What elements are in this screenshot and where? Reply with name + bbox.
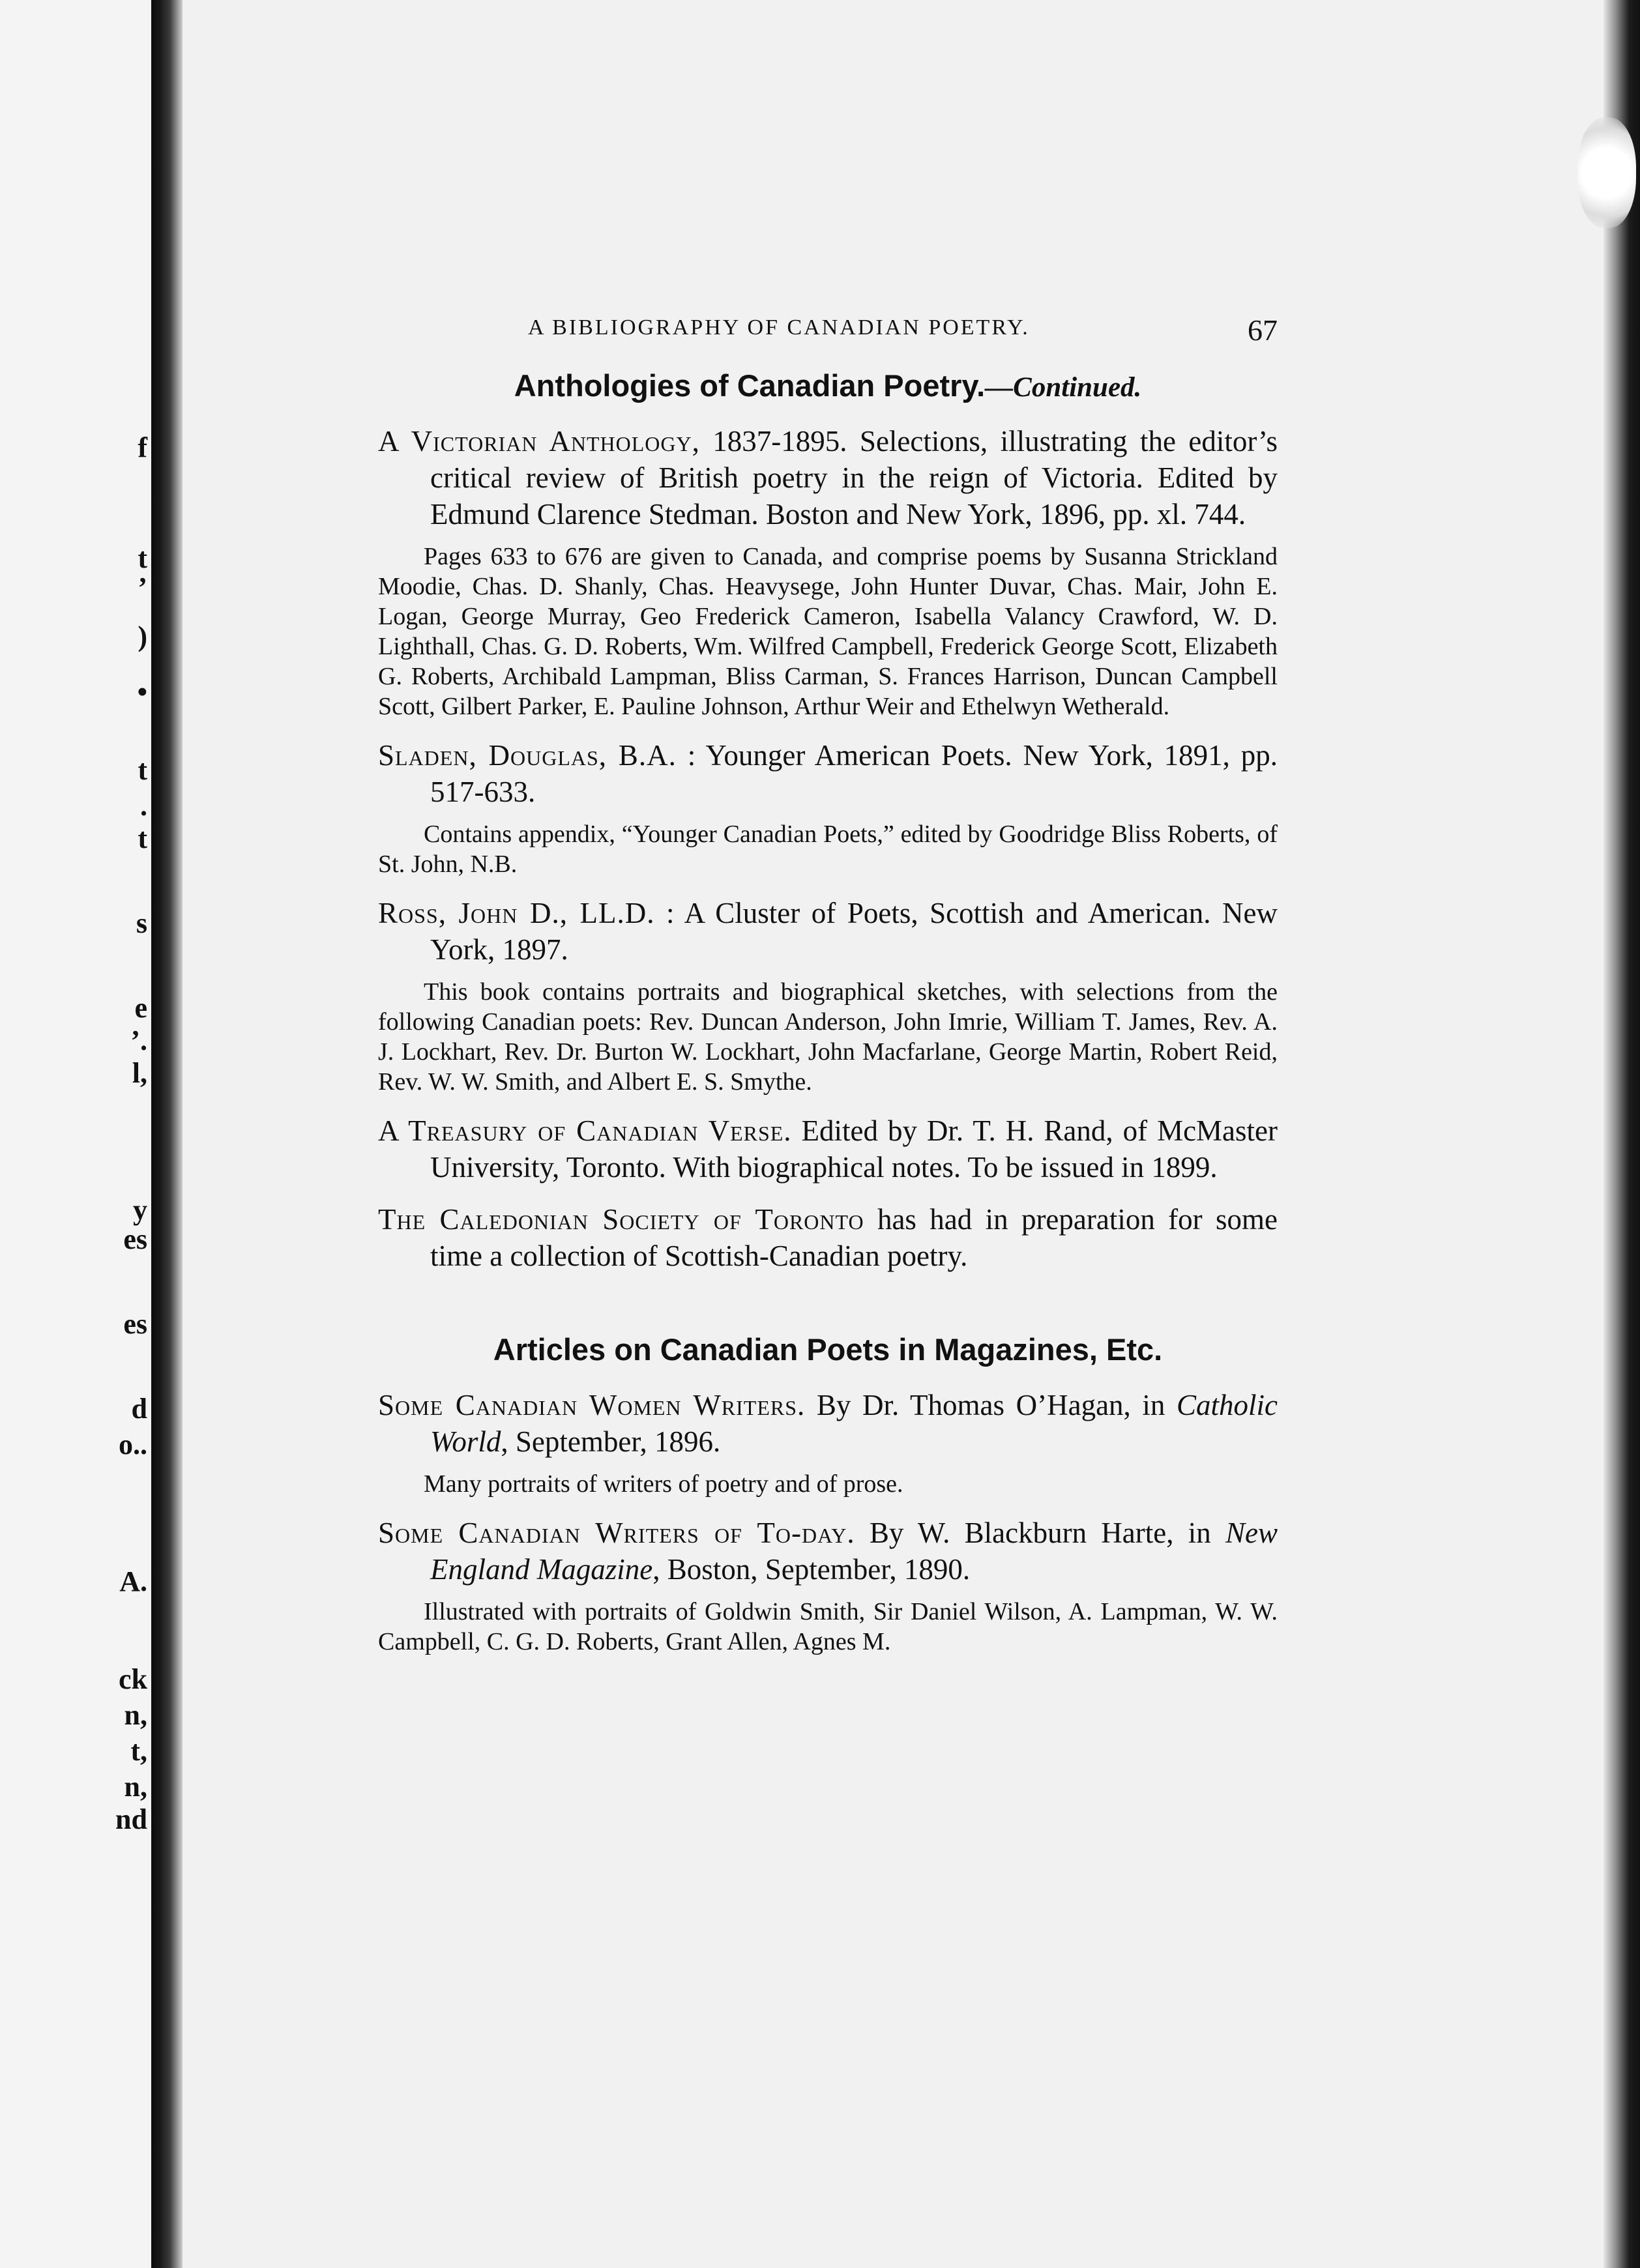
entry-main xyxy=(378,1112,1278,1185)
entry-text: : Younger American Poets. New York, 1891, pp. 517-633. xyxy=(430,739,1278,808)
entry-note: Illustrated with portraits of Goldwin Smith, Sir Daniel Wilson, A. Lampman, W. W. Campbell, C. G. D. Roberts, Grant Allen, Agnes M. xyxy=(378,1598,1278,1655)
page-number: 67 xyxy=(1248,313,1278,347)
entry-main xyxy=(378,737,1278,810)
running-title: A BIBLIOGRAPHY OF CANADIAN POETRY. xyxy=(528,315,1030,340)
entry-text: has had in preparation for some time a collection of Scottish-Canadian poetry. xyxy=(430,1203,1278,1272)
margin-fragment: o.. xyxy=(119,1429,147,1461)
continued-label: —Continued. xyxy=(985,372,1142,403)
entry-text: By W. Blackburn Harte, in xyxy=(855,1517,1225,1549)
margin-fragment: ’ xyxy=(138,572,147,603)
bibliography-entry xyxy=(378,1112,1278,1185)
entry-title: The Caledonian Society of Toronto xyxy=(378,1203,864,1236)
entry-main xyxy=(378,1387,1278,1460)
margin-fragment: f xyxy=(138,431,147,463)
margin-fragment: t xyxy=(138,754,147,786)
margin-fragment: y xyxy=(133,1194,147,1226)
entry-main xyxy=(378,1515,1278,1588)
section-heading-text: Anthologies of Canadian Poetry. xyxy=(514,368,986,403)
bibliography-entry xyxy=(378,1201,1278,1274)
entry-text: Edited by Dr. T. H. Rand, of McMaster University, Toronto. With biographical notes. To be issued in 1899. xyxy=(430,1114,1278,1184)
facing-page-fragment xyxy=(0,0,151,2268)
entry-main xyxy=(378,895,1278,968)
entry-text: By Dr. Thomas O’Hagan, in xyxy=(805,1389,1177,1421)
periodical-title: Catholic World xyxy=(430,1389,1278,1458)
entry-note: Many portraits of writers of poetry and of prose. xyxy=(424,1470,903,1498)
entry-note: This book contains portraits and biographical sketches, with selections from the following Canadian poets: Rev. Duncan Anderson, John Imrie, William T. James, Rev. A. J. Lockhart, Rev. Dr. Burton W. Lockhart, John Macfarlane, George Martin, Robert Reid, Rev. W. W. Smith, and Albert E. S. Smythe. xyxy=(378,978,1278,1096)
margin-fragment: ck xyxy=(119,1663,147,1695)
margin-fragment: n, xyxy=(124,1699,147,1731)
bibliography-entry xyxy=(378,1387,1278,1499)
running-head xyxy=(378,313,1278,358)
entry-text: 1837-1895. Selections, illustrating the editor’s critical review of British poetry in the reign of Victoria. Edited by Edmund Clarence Stedman. Boston and New York, 1896, pp. xl. 744. xyxy=(430,425,1278,531)
margin-fragment: ’. xyxy=(130,1025,147,1056)
entry-note: Contains appendix, “Younger Canadian Poets,” edited by Goodridge Bliss Roberts, of St. John, N.B. xyxy=(378,821,1278,878)
margin-fragment: . xyxy=(140,790,147,822)
page-edge-shadow xyxy=(1603,0,1640,2268)
page-text xyxy=(378,313,1278,1672)
entry-title: Some Canadian Writers of To-day. xyxy=(378,1517,855,1549)
margin-fragment: l, xyxy=(132,1057,147,1089)
paper-blemish xyxy=(1577,117,1636,228)
entry-title: Ross, John D., LL.D. xyxy=(378,897,655,929)
margin-fragment: nd xyxy=(115,1803,147,1835)
periodical-title: New England Magazine xyxy=(430,1517,1278,1586)
bibliography-entry xyxy=(378,737,1278,879)
margin-fragment: s xyxy=(136,907,147,939)
margin-fragment: t, xyxy=(130,1735,147,1767)
margin-fragment: n, xyxy=(124,1771,147,1803)
entry-main xyxy=(378,1201,1278,1274)
margin-fragment: es xyxy=(123,1308,147,1340)
entry-note: Pages 633 to 676 are given to Canada, and comprise poems by Susanna Strickland Moodie, Chas. D. Shanly, Chas. Heavysege, John Hunter Duvar, Chas. Mair, John E. Logan, George Murray, Geo Frederick Cameron, Isabella Valancy Crawford, W. D. Lighthall, Chas. G. D. Roberts, Wm. Wilfred Campbell, Frederick George Scott, Elizabeth G. Roberts, Archibald Lampman, Bliss Carman, S. Frances Harrison, Duncan Campbell Scott, Gilbert Parker, E. Pauline Johnson, Arthur Weir and Ethelwyn Wetherald. xyxy=(378,543,1278,720)
section-heading-text: Articles on Canadian Poets in Magazines, Etc. xyxy=(493,1332,1163,1367)
margin-fragment: ) xyxy=(138,620,147,652)
margin-fragment: t xyxy=(138,542,147,574)
entry-text: , September, 1896. xyxy=(501,1425,721,1458)
entry-text: : A Cluster of Poets, Scottish and American. New York, 1897. xyxy=(430,897,1278,966)
margin-fragment: es xyxy=(123,1223,147,1255)
entry-text: , Boston, September, 1890. xyxy=(652,1553,971,1586)
entry-title: Some Canadian Women Writers. xyxy=(378,1389,806,1421)
section-heading-articles xyxy=(378,1331,1278,1367)
section-spacer xyxy=(378,1290,1278,1322)
margin-fragment: A. xyxy=(119,1565,147,1597)
margin-fragment: • xyxy=(137,676,147,708)
bibliography-entry xyxy=(378,1515,1278,1657)
entry-main xyxy=(378,423,1278,532)
bibliography-entry xyxy=(378,423,1278,721)
margin-fragment: t xyxy=(138,822,147,854)
entry-title: Sladen, Douglas, B.A. xyxy=(378,739,677,772)
entry-title: A Treasury of Canadian Verse. xyxy=(378,1114,792,1147)
book-gutter xyxy=(151,0,183,2268)
margin-fragment: e xyxy=(134,992,147,1024)
entry-title: A Victorian Anthology, xyxy=(378,425,700,458)
bibliography-entry xyxy=(378,895,1278,1097)
section-heading-anthologies xyxy=(378,368,1278,403)
margin-fragment: d xyxy=(131,1393,147,1425)
